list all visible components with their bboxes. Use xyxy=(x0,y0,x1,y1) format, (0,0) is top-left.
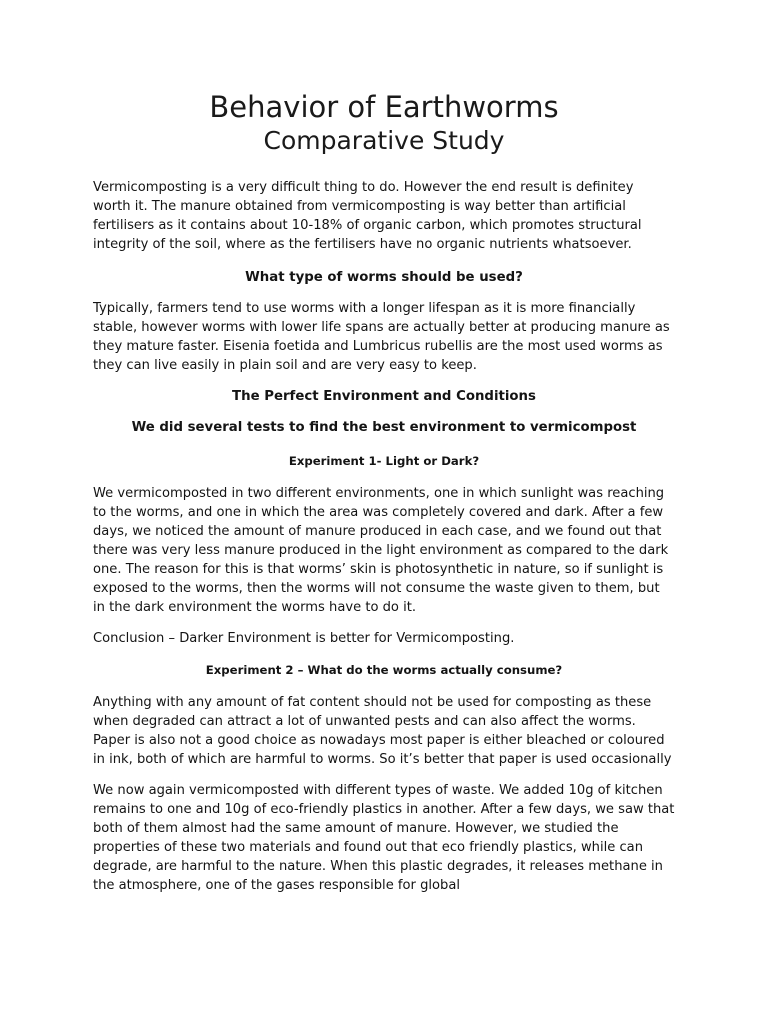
experiment2-paragraph-1: Anything with any amount of fat content should not be used for composting as these when degraded can attract a lot of unwanted pests and can also affect the worms. Paper is also not a good choice as nowadays most paper is either bleached or coloured in ink, both of which are harmful to worms. So it’s better that paper is used occasionally xyxy=(93,695,672,767)
page-title: Behavior of Earthworms xyxy=(209,90,559,124)
page-subtitle: Comparative Study xyxy=(263,126,505,155)
environment-heading: The Perfect Environment and Conditions xyxy=(232,389,536,404)
experiment1-conclusion: Conclusion – Darker Environment is better for Vermicomposting. xyxy=(93,631,515,646)
intro-paragraph: Vermicomposting is a very difficult thing to do. However the end result is definitey worth it. The manure obtained from vermicomposting is way better than artificial fertilisers as it contains about 10-18% of organic carbon, which promotes structural integrity of the soil, where as the fertilisers have no organic nutrients whatsoever. xyxy=(93,180,642,252)
experiment1-paragraph: We vermicomposted in two different environments, one in which sunlight was reaching to the worms, and one in which the area was completely covered and dark. After a few days, we noticed the amount of manure produced in each case, and we found out that there was very less manure produced in the light environment as compared to the dark one. The reason for this is that worms’ skin is photosynthetic in nature, so if sunlight is exposed to the worms, then the worms will not consume the waste given to them, but in the dark environment the worms have to do it. xyxy=(93,486,669,615)
worms-paragraph: Typically, farmers tend to use worms with a longer lifespan as it is more financially stable, however worms with lower life spans are actually better at producing manure as they mature faster. Eisenia foetida and Lumbricus rubellis are the most used worms as they can live easily in plain soil and are very easy to keep. xyxy=(93,301,670,373)
environment-subheading: We did several tests to find the best environment to vermicompost xyxy=(131,420,637,435)
experiment2-paragraph-2: We now again vermicomposted with different types of waste. We added 10g of kitchen remains to one and 10g of eco-friendly plastics in another. After a few days, we saw that both of them almost had the same amount of manure. However, we studied the properties of these two materials and found out that eco friendly plastics, while can degrade, are harmful to the nature. When this plastic degrades, it releases methane in the atmosphere, one of the gases responsible for global xyxy=(93,783,675,893)
worms-heading: What type of worms should be used? xyxy=(245,270,523,285)
experiment1-heading: Experiment 1- Light or Dark? xyxy=(288,454,480,468)
experiment2-heading: Experiment 2 – What do the worms actually consume? xyxy=(205,663,563,677)
document-page xyxy=(93,90,675,895)
